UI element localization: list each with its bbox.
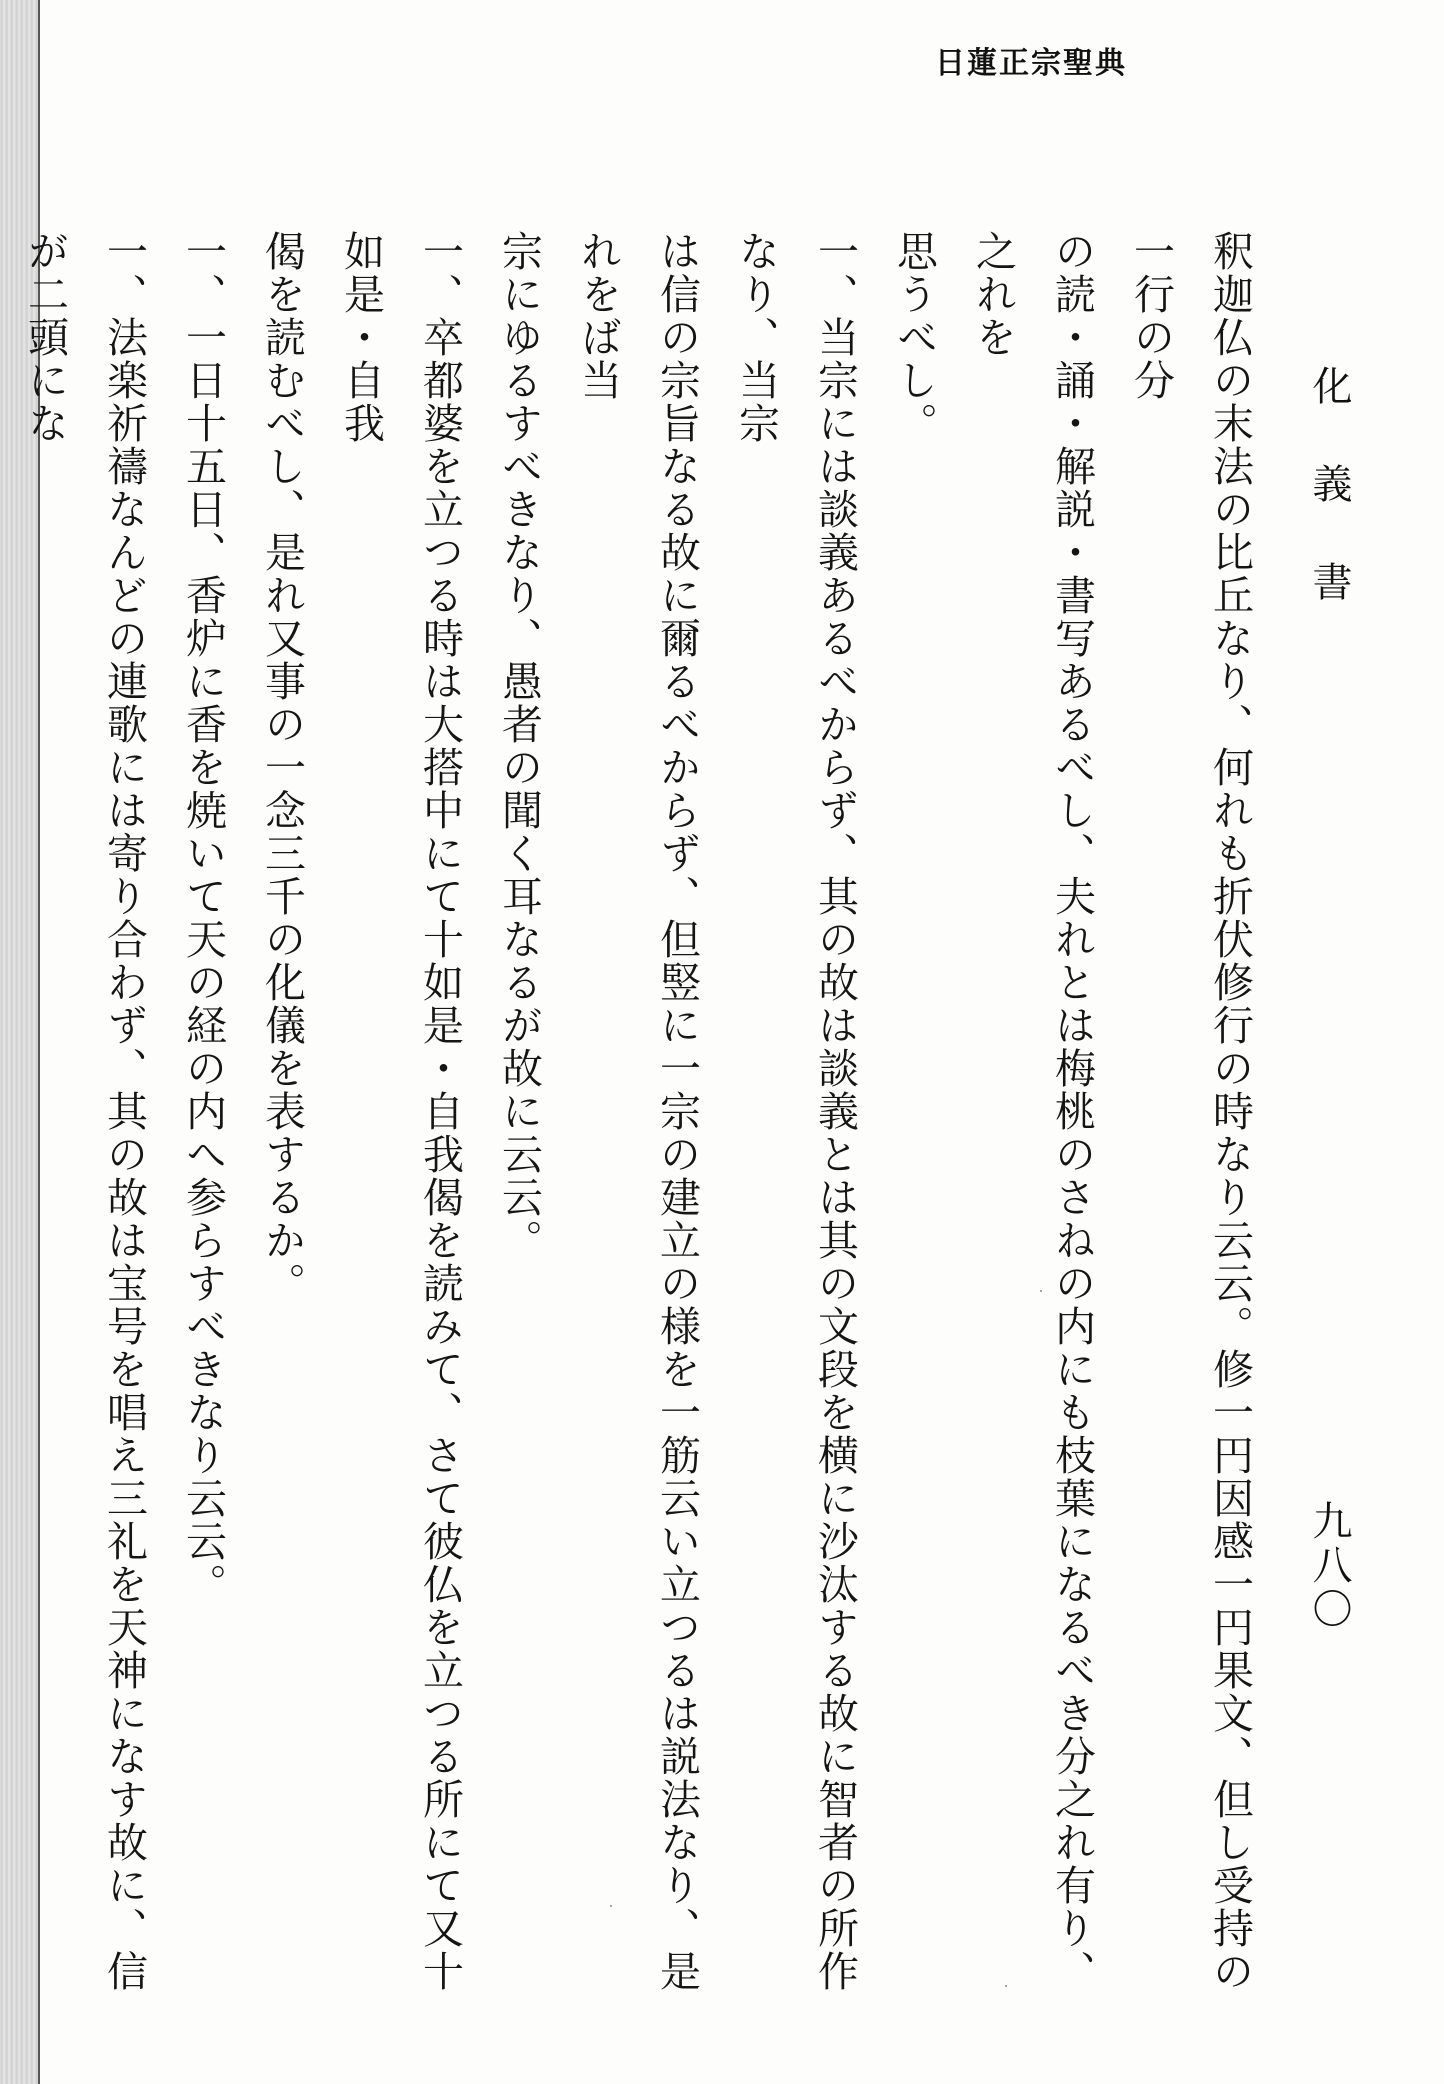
text-line	[0, 230, 5, 2030]
text-line: 偈を読むべし、是れ又事の一念三千の化儀を表するか。	[258, 230, 306, 1305]
running-header-book-title: 日蓮正宗聖典	[935, 46, 1127, 81]
text-line: 一、卒都婆を立つる時は大搭中にて十如是・自我偈を読みて、さて彼仏を立つる所にて又十如是・自我	[337, 230, 464, 1993]
text-line: 一、法楽祈禱なんどの連歌には寄り合わず、其の故は宝号を唱え三礼を天神になす故に、信が二頭にな	[21, 230, 148, 1993]
text-line: 釈迦仏の末法の比丘なり、何れも折伏修行の時なり云云。修一円因感一円果文、但し受持の一行の分	[1127, 230, 1254, 1993]
vertical-body-text	[0, 230, 1269, 2030]
text-line: 宗にゆるすべきなり、愚者の聞く耳なるが故に云云。	[495, 230, 543, 1262]
text-line: 一、当宗には談義あるべからず、其の故は談義とは其の文段を横に沙汰する故に智者の所作なり、当宗	[732, 230, 859, 1993]
text-line: 思うべし。	[890, 230, 938, 445]
section-title: 化義書	[1306, 365, 1352, 659]
text-line: は信の宗旨なる故に爾るべからず、但竪に一宗の建立の様を一筋云い立つるは説法なり、是れをば当	[574, 230, 701, 1993]
scan-speck	[1040, 1290, 1042, 1292]
scan-speck	[1005, 1985, 1007, 1987]
text-line: の読・誦・解説・書写あるべし、夫れとは梅桃のさねの内にも枝葉になるべき分之れ有り、之れを	[969, 230, 1096, 1993]
text-line: 一、一日十五日、香炉に香を焼いて天の経の内へ参らすべきなり云云。	[179, 230, 227, 1606]
scan-speck	[610, 1905, 612, 1907]
page-number: 九八〇	[1306, 1500, 1352, 1632]
